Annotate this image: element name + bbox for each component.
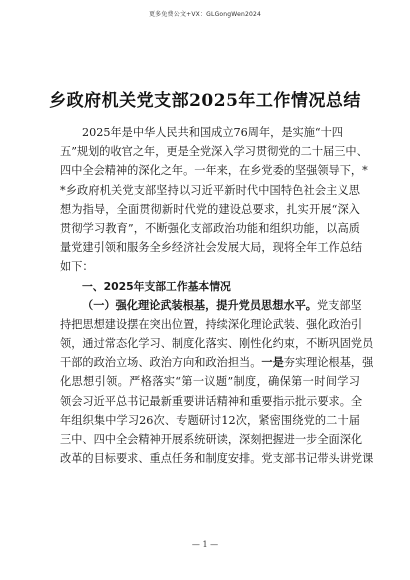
body-line: 持把思想建设摆在突出位置，持续深化理论武装、强化政治引 — [60, 317, 363, 331]
body-text: 夯实理论根基，强 — [283, 356, 374, 370]
body-line: 五”规划的收官之年，更是全党深入学习贯彻党的二十届三中、 — [60, 145, 368, 159]
body-line: 领，通过常态化学习、制度化落实、刚性化约束，不断巩固党员 — [60, 337, 374, 351]
body-line: 四中全会精神的深化之年。一年来，在乡党委的坚强领导下，* — [60, 164, 368, 178]
body-line: 改革的目标要求、重点任务和制度安排。党支部书记带头讲党课 — [60, 452, 374, 466]
body-line: *乡政府机关党支部坚持以习近平新时代中国特色社会主义思 — [60, 183, 360, 197]
subsection-first-line — [60, 296, 360, 315]
section-heading: 一、2025年支部工作基本情况 — [82, 279, 231, 293]
body-line: 贯彻学习教育”，不断强化支部政治功能和组织功能，以高质 — [60, 221, 360, 235]
document-body — [60, 123, 374, 468]
subsection-heading: （一）强化理论武装根基，提升党员思想水平。 — [82, 297, 317, 312]
bold-lead: 一是 — [261, 355, 284, 370]
body-text: 干部的政治立场、政治方向和政治担当。 — [60, 356, 262, 370]
body-line: 2025年是中华人民共和国成立76周年，是实施“十四 — [82, 126, 343, 139]
body-line: 年组织集中学习26次、专题研讨12次，紧密围绕党的二十届 — [60, 413, 360, 427]
page-number: — 1 — — [191, 540, 219, 549]
body-line: 如下： — [60, 260, 94, 274]
document-title: 乡政府机关党支部2025年工作情况总结 — [49, 91, 361, 111]
body-line: 化思想引领。严格落实“第一议题”制度，确保第一时间学习 — [60, 375, 360, 389]
body-line: 量党建引领和服务全乡经济社会发展大局，现将全年工作总结 — [60, 241, 363, 255]
page-header: 更多免费公文+VX：GLGongWen2024 — [148, 11, 262, 18]
body-line: 领会习近平总书记最新重要讲话精神和重要指示批示要求。全 — [60, 394, 363, 408]
body-line: 想为指导，全面贯彻新时代党的建设总要求，扎实开展“深入 — [60, 202, 360, 216]
body-line: 三中、四中全会精神开展系统研读，深刻把握进一步全面深化 — [60, 433, 363, 446]
body-line — [60, 353, 374, 372]
body-text: 党支部坚 — [316, 298, 362, 312]
